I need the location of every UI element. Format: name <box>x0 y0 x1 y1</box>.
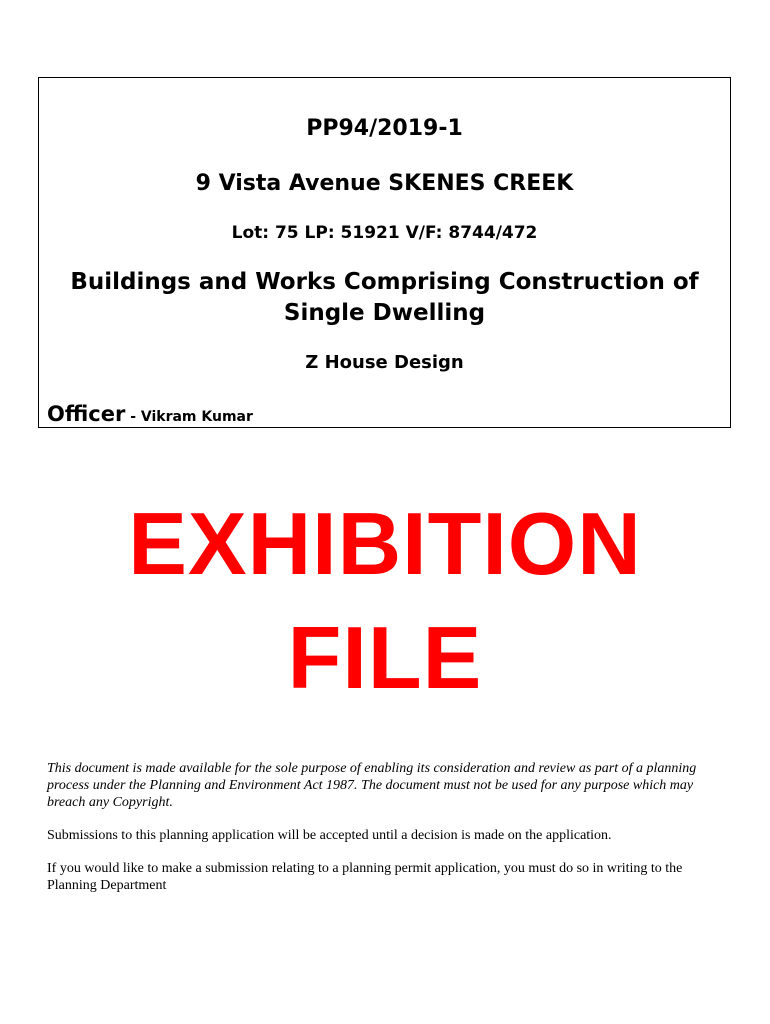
submission-deadline-note: Submissions to this planning application will be accepted until a decision is made on the application. <box>47 828 612 843</box>
officer-name: - Vikram Kumar <box>125 409 253 425</box>
officer-line <box>47 402 253 426</box>
permit-reference: PP94/2019-1 <box>306 116 463 141</box>
officer-label: Officer <box>47 402 126 426</box>
lot-details: Lot: 75 LP: 51921 V/F: 8744/472 <box>231 223 538 243</box>
copyright-disclaimer: This document is made available for the sole purpose of enabling its consideration and review as part of a planning process under the Planning and Environment Act 1987. The document must not be used for any purpose which may breach any Copyright. <box>47 761 697 810</box>
applicant-name: Z House Design <box>305 352 464 373</box>
application-info-box <box>38 77 731 428</box>
submission-instructions: If you would like to make a submission relating to a planning permit application, you must do so in writing to the Planning Department <box>47 861 683 893</box>
exhibition-banner-line1: EXHIBITION <box>128 494 642 593</box>
exhibition-banner-line2: FILE <box>287 608 483 707</box>
property-address: 9 Vista Avenue SKENES CREEK <box>195 171 574 196</box>
notes-section <box>47 760 717 910</box>
application-description: Buildings and Works Comprising Construction of Single Dwelling <box>70 269 699 326</box>
